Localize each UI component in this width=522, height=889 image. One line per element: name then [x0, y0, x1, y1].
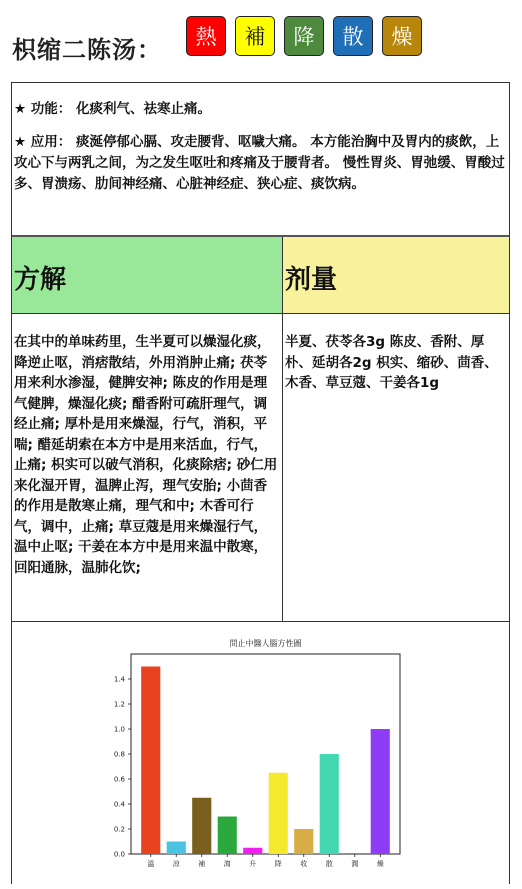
bar-4 — [243, 848, 262, 854]
table-body — [12, 314, 509, 622]
badge-hot: 熱 — [186, 16, 226, 56]
x-tick-label: 溫 — [147, 860, 155, 868]
bar-9 — [371, 729, 390, 854]
x-tick-label: 散 — [325, 860, 333, 868]
x-tick-label: 收 — [300, 860, 308, 868]
badge-descend: 降 — [284, 16, 324, 56]
table-header — [12, 237, 509, 314]
bar-1 — [167, 842, 186, 855]
explanation-text: 在其中的单味药里，生半夏可以燥湿化痰，降逆止呕，消痞散结，外用消肿止痛; 茯苓用来利水渗湿，健脾安神; 陈皮的作用是理气健脾，燥湿化痰; 醋香附可疏肝理气，调经止痛; 厚朴是用来燥湿，行气，消积，平喘; 醋延胡索在本方中是用来活血，行气，止痛; 枳实可以破气消积，化痰除痞; 砂仁用来化湿开胃，温脾止泻，理气安胎; 小茴香的作用是散寒止痛，理气和中; 木香可行气，调中，止痛; 草豆蔻是用来燥湿行气，温中止呕; 干姜在本方中是用来温中散寒，回阳通脉，温肺化饮; — [12, 314, 283, 621]
bar-0 — [141, 667, 160, 855]
usage-line — [14, 132, 507, 195]
usage-text: 痰涎停郁心膈、攻走腰背、呕噦大痛。 本方能治胸中及胃内的痰飲，上攻心下与两乳之间，为之发生呕吐和疼痛及于腰背者。 慢性胃炎、胃弛缓、胃酸过多、胃溃疡、肋间神经痛、心脏神经症、狭心症、痰饮病。 — [14, 134, 505, 192]
y-tick-label: 1.4 — [113, 675, 125, 684]
x-tick-label: 潤 — [351, 860, 359, 868]
function-line — [14, 99, 507, 120]
y-tick-label: 0.8 — [113, 750, 125, 759]
property-bar-chart — [12, 622, 509, 885]
chart-title: 問止中醫人腦方性圖 — [229, 639, 302, 648]
x-tick-label: 瀉 — [223, 860, 231, 868]
function-label: ★ 功能： — [14, 101, 72, 117]
chart-section — [12, 622, 509, 885]
y-tick-label: 1.2 — [113, 700, 125, 709]
header — [0, 0, 522, 82]
explanation-header: 方解 — [12, 237, 283, 314]
badge-tonify: 補 — [235, 16, 275, 56]
formula-title: 枳缩二陈汤： — [12, 36, 162, 64]
x-tick-label: 涼 — [172, 860, 180, 868]
bar-2 — [192, 798, 211, 854]
badge-dry: 燥 — [382, 16, 422, 56]
bar-7 — [320, 754, 339, 854]
y-tick-label: 0.4 — [113, 800, 125, 809]
x-tick-label: 降 — [274, 860, 282, 868]
x-tick-label: 補 — [198, 860, 206, 868]
function-text: 化痰利气、祛寒止痛。 — [76, 101, 212, 117]
y-tick-label: 0.6 — [113, 775, 125, 784]
bar-5 — [269, 773, 288, 854]
bar-6 — [294, 829, 313, 854]
usage-label: ★ 应用： — [14, 134, 72, 150]
y-tick-label: 1.0 — [113, 725, 125, 734]
x-tick-label: 升 — [249, 860, 257, 868]
x-tick-label: 燥 — [376, 860, 384, 868]
chart-axes-frame — [131, 654, 400, 854]
y-tick-label: 0.2 — [113, 825, 125, 834]
badge-disperse: 散 — [333, 16, 373, 56]
content-frame — [11, 82, 510, 884]
bar-3 — [218, 817, 237, 855]
dosage-header: 剂量 — [283, 237, 509, 314]
intro-section — [12, 83, 509, 237]
property-badges — [186, 16, 422, 56]
dosage-text: 半夏、茯苓各3g 陈皮、香附、厚朴、延胡各2g 枳实、缩砂、茴香、木香、草豆蔻、干姜各1g — [285, 334, 498, 391]
y-tick-label: 0.0 — [113, 850, 125, 859]
